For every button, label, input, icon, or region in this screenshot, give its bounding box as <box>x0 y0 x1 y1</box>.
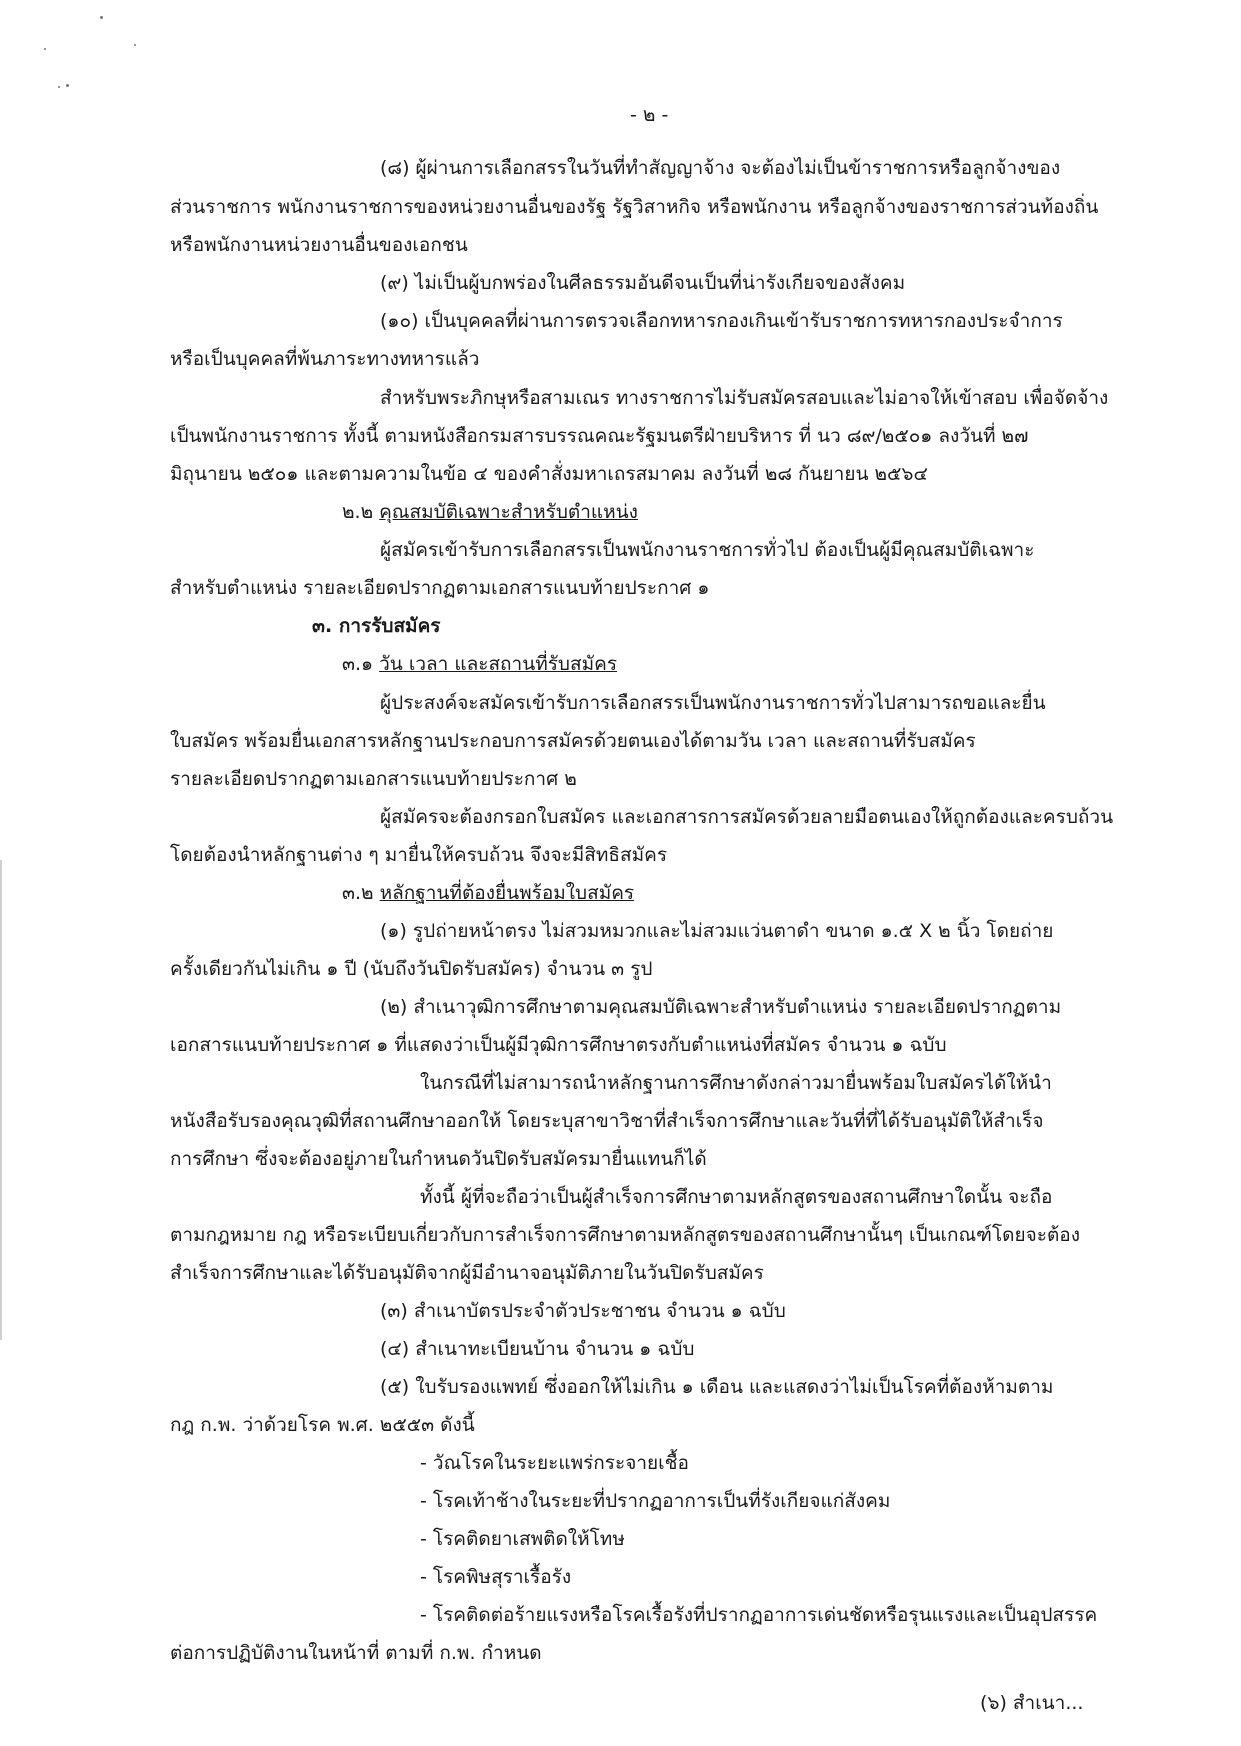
scan-speck <box>100 16 103 19</box>
text-line: ทั้งนี้ ผู้ที่จะถือว่าเป็นผู้สำเร็จการศึกษาตามหลักสูตรของสถานศึกษาใดนั้น จะถือ <box>420 1186 1053 1208</box>
text-line: สำหรับตำแหน่ง รายละเอียดปรากฏตามเอกสารแนบท้ายประกาศ ๑ <box>170 577 710 599</box>
heading-number: ๒.๒ <box>342 501 374 523</box>
text-line: (๓) สำเนาบัตรประจำตัวประชาชน จำนวน ๑ ฉบับ <box>380 1300 786 1322</box>
text-line: โดยต้องนำหลักฐานต่าง ๆ มายื่นให้ครบถ้วน จึงจะมีสิทธิสมัคร <box>170 844 668 866</box>
heading-text: วัน เวลา และสถานที่รับสมัคร <box>379 653 618 675</box>
text-line: (๕) ใบรับรองแพทย์ ซึ่งออกให้ไม่เกิน ๑ เดือน และแสดงว่าไม่เป็นโรคที่ต้องห้ามตาม <box>380 1376 1054 1398</box>
text-line: (๑๐) เป็นบุคคลที่ผ่านการตรวจเลือกทหารกองเกินเข้ารับราชการทหารกองประจำการ <box>380 310 1063 332</box>
text-line: ผู้ประสงค์จะสมัครเข้ารับการเลือกสรรเป็นพนักงานราชการทั่วไปสามารถขอและยื่น <box>380 692 1046 714</box>
text-line: (๔) สำเนาทะเบียนบ้าน จำนวน ๑ ฉบับ <box>380 1338 695 1360</box>
text-line: ตามกฎหมาย กฎ หรือระเบียบเกี่ยวกับการสำเร็จการศึกษาตามหลักสูตรของสถานศึกษานั้นๆ เป็นเกณฑ์โดยจะต้อง <box>170 1224 1080 1246</box>
section-heading-3-2 <box>342 880 634 906</box>
heading-number: ๓.๒ <box>342 882 374 904</box>
continuation-marker: (๖) สำเนา... <box>980 1692 1084 1714</box>
text-line: ส่วนราชการ พนักงานราชการของหน่วยงานอื่นของรัฐ รัฐวิสาหกิจ หรือพนักงาน หรือลูกจ้างของราชการส่วนท้องถิ่น <box>170 196 1099 218</box>
list-item: - โรคติดยาเสพติดให้โทษ <box>420 1528 625 1550</box>
page-number: - ๒ - <box>630 104 669 126</box>
text-line: (๒) สำเนาวุฒิการศึกษาตามคุณสมบัติเฉพาะสำหรับตำแหน่ง รายละเอียดปรากฏตาม <box>380 996 1062 1018</box>
text-line: มิถุนายน ๒๕๐๑ และตามความในข้อ ๔ ของคำสั่งมหาเถรสมาคม ลงวันที่ ๒๘ กันยายน ๒๕๖๔ <box>170 463 928 485</box>
text-line: สำเร็จการศึกษาและได้รับอนุมัติจากผู้มีอำนาจอนุมัติภายในวันปิดรับสมัคร <box>170 1262 764 1284</box>
text-line: ใบสมัคร พร้อมยื่นเอกสารหลักฐานประกอบการสมัครด้วยตนเองได้ตามวัน เวลา และสถานที่รับสมัคร <box>170 730 976 752</box>
section-heading-3-1 <box>342 651 617 677</box>
text-line: การศึกษา ซึ่งจะต้องอยู่ภายในกำหนดวันปิดรับสมัครมายื่นแทนก็ได้ <box>170 1148 707 1170</box>
scan-margin-line <box>0 860 2 1340</box>
text-line: เอกสารแนบท้ายประกาศ ๑ ที่แสดงว่าเป็นผู้มีวุฒิการศึกษาตรงกับตำแหน่งที่สมัคร จำนวน ๑ ฉบับ <box>170 1034 947 1056</box>
heading-text: หลักฐานที่ต้องยื่นพร้อมใบสมัคร <box>379 882 635 904</box>
scan-speck <box>134 44 136 46</box>
text-line: ครั้งเดียวกันไม่เกิน ๑ ปี (นับถึงวันปิดรับสมัคร) จำนวน ๓ รูป <box>170 958 653 980</box>
text-line: สำหรับพระภิกษุหรือสามเณร ทางราชการไม่รับสมัครสอบและไม่อาจให้เข้าสอบ เพื่อจัดจ้าง <box>380 387 1109 409</box>
text-line: ในกรณีที่ไม่สามารถนำหลักฐานการศึกษาดังกล่าวมายื่นพร้อมใบสมัครได้ให้นำ <box>420 1072 1052 1094</box>
section-heading-2-2 <box>342 499 638 525</box>
text-line: (๘) ผู้ผ่านการเลือกสรรในวันที่ทำสัญญาจ้าง จะต้องไม่เป็นข้าราชการหรือลูกจ้างของ <box>380 157 1061 179</box>
text-line: (๑) รูปถ่ายหน้าตรง ไม่สวมหมวกและไม่สวมแว่นตาดำ ขนาด ๑.๕ X ๒ นิ้ว โดยถ่าย <box>380 920 1054 942</box>
text-line: ผู้สมัครเข้ารับการเลือกสรรเป็นพนักงานราชการทั่วไป ต้องเป็นผู้มีคุณสมบัติเฉพาะ <box>380 539 1035 561</box>
scan-speck <box>66 84 69 87</box>
list-item: - โรคเท้าช้างในระยะที่ปรากฏอาการเป็นที่รังเกียจแก่สังคม <box>420 1490 891 1512</box>
text-line: หนังสือรับรองคุณวุฒิที่สถานศึกษาออกให้ โดยระบุสาขาวิชาที่สำเร็จการศึกษาและวันที่ที่ได้รับอนุมัติให้สำเร็จ <box>170 1110 1044 1132</box>
text-line: รายละเอียดปรากฏตามเอกสารแนบท้ายประกาศ ๒ <box>170 768 577 790</box>
list-item: - วัณโรคในระยะแพร่กระจายเชื้อ <box>420 1452 689 1474</box>
scan-speck <box>58 86 60 88</box>
list-item: - โรคพิษสุราเรื้อรัง <box>420 1566 572 1588</box>
list-item: - โรคติดต่อร้ายแรงหรือโรคเรื้อรังที่ปรากฏอาการเด่นชัดหรือรุนแรงและเป็นอุปสรรค <box>420 1604 1098 1626</box>
section-heading-3: ๓. การรับสมัคร <box>312 615 441 637</box>
heading-number: ๓.๑ <box>342 653 374 675</box>
scan-speck <box>44 48 46 50</box>
text-line: (๙) ไม่เป็นผู้บกพร่องในศีลธรรมอันดีจนเป็นที่น่ารังเกียจของสังคม <box>380 272 906 294</box>
text-line: เป็นพนักงานราชการ ทั้งนี้ ตามหนังสือกรมสารบรรณคณะรัฐมนตรีฝ่ายบริหาร ที่ นว ๘๙/๒๕๐๑ ลงวันที่ ๒๗ <box>170 425 1029 447</box>
text-line: ต่อการปฏิบัติงานในหน้าที่ ตามที่ ก.พ. กำหนด <box>170 1642 542 1664</box>
text-line: หรือพนักงานหน่วยงานอื่นของเอกชน <box>170 234 468 256</box>
text-line: กฎ ก.พ. ว่าด้วยโรค พ.ศ. ๒๕๕๓ ดังนี้ <box>170 1414 475 1436</box>
text-line: หรือเป็นบุคคลที่พ้นภาระทางทหารแล้ว <box>170 348 480 370</box>
text-line: ผู้สมัครจะต้องกรอกใบสมัคร และเอกสารการสมัครด้วยลายมือตนเองให้ถูกต้องและครบถ้วน <box>380 806 1114 828</box>
heading-text: คุณสมบัติเฉพาะสำหรับตำแหน่ง <box>379 501 638 523</box>
